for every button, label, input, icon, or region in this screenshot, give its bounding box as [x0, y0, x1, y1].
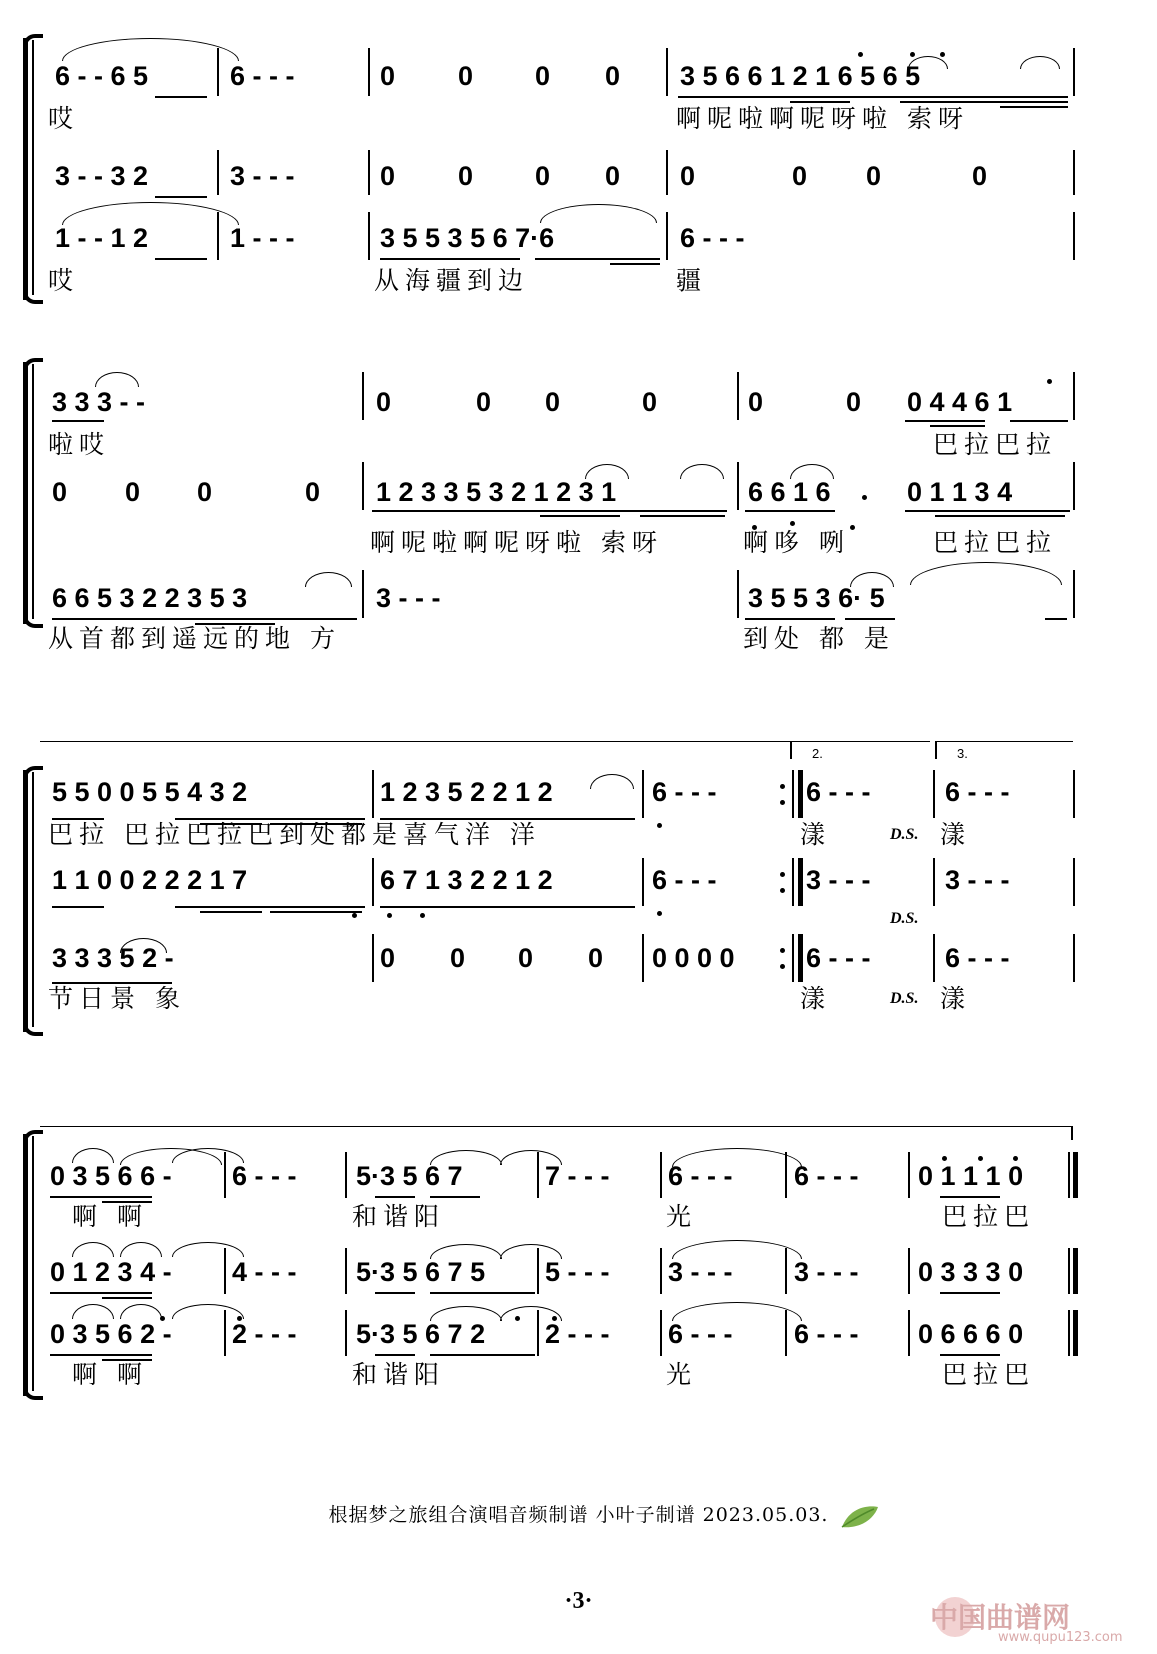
- system-bracket: [23, 38, 28, 300]
- note-group: 0: [305, 477, 321, 507]
- note-group: 6 6 1 6: [748, 477, 831, 507]
- lyric: 啊哆 咧: [743, 528, 850, 557]
- lyric: 啊呢啦啊呢呀啦 索呀: [676, 104, 969, 133]
- lyric: 巴拉巴拉: [933, 528, 1058, 557]
- note-group: 0 3 3 3 0: [918, 1257, 1024, 1287]
- note-group: 1 - - 1 2: [55, 223, 149, 253]
- note-group: 0: [458, 61, 474, 91]
- ds-mark: D.S.: [890, 826, 919, 843]
- lyric: 漾: [940, 820, 972, 849]
- note-group: 0: [545, 387, 561, 417]
- note-group: 6 - - -: [945, 777, 1010, 807]
- note-group: 0: [535, 61, 551, 91]
- lyric: 节日景 象: [48, 984, 186, 1013]
- note-group: 5·3 5 6 7 2: [356, 1319, 486, 1349]
- lyric: 漾: [800, 984, 832, 1013]
- note-group: 3 3 3 5 2 -: [52, 943, 174, 973]
- lyric: 到处 都 是: [743, 624, 895, 653]
- note-group: 3 5 6 6 1 2 1 6 5 6 5: [680, 61, 921, 91]
- lyric: 巴拉 巴拉巴拉巴到处都是喜气洋 洋: [48, 820, 541, 849]
- leaf-icon: [840, 1503, 880, 1531]
- watermark-name: 中国曲谱网: [930, 1601, 1071, 1634]
- lyric: 巴拉巴: [942, 1202, 1036, 1231]
- note-group: 0: [535, 161, 551, 191]
- note-group: 3 - - -: [230, 161, 295, 191]
- note-group: 2 - - -: [232, 1319, 297, 1349]
- note-group: 4 - - -: [232, 1257, 297, 1287]
- note-group: 0: [846, 387, 862, 417]
- note-group: 5·3 5 6 7 5: [356, 1257, 486, 1287]
- note-group: 0: [605, 61, 621, 91]
- note-group: 6 - - -: [232, 1161, 297, 1191]
- ds-mark: D.S.: [890, 990, 919, 1007]
- note-group: 6 - - -: [668, 1161, 733, 1191]
- note-group: 0: [450, 943, 466, 973]
- lyric: 漾: [940, 984, 972, 1013]
- note-group: 6 - - -: [806, 777, 871, 807]
- note-group: 3 5 5 3 6· 5: [748, 583, 885, 613]
- note-group: 0: [518, 943, 534, 973]
- note-group: 0: [642, 387, 658, 417]
- note-group: 7 - - -: [545, 1161, 610, 1191]
- credit-footer: 根据梦之旅组合演唱音频制谱 小叶子制谱 2023.05.03.: [328, 1504, 829, 1526]
- note-group: 6 - - -: [794, 1319, 859, 1349]
- note-group: 1 2 3 5 2 2 1 2: [380, 777, 553, 807]
- lyric: 啊 啊: [72, 1202, 148, 1231]
- lyric: 和谐阳: [352, 1360, 446, 1389]
- note-group: 0 4 4 6 1: [907, 387, 1013, 417]
- note-group: 6 - - -: [652, 777, 717, 807]
- note-group: 6 - - -: [806, 943, 871, 973]
- note-group: 1 2 3 3 5 3 2 1 2 3 1: [376, 477, 617, 507]
- note-group: 0: [376, 387, 392, 417]
- lyric: 光: [666, 1202, 698, 1231]
- note-group: 0: [605, 161, 621, 191]
- note-group: 6 - - -: [668, 1319, 733, 1349]
- note-group: 0: [680, 161, 696, 191]
- note-group: 3 - - -: [668, 1257, 733, 1287]
- volta-2: 2.: [812, 746, 823, 761]
- note-group: 0: [458, 161, 474, 191]
- note-group: 0: [588, 943, 604, 973]
- page-number: ·3·: [564, 1588, 593, 1614]
- note-group: 6 - - -: [652, 865, 717, 895]
- note-group: 0: [125, 477, 141, 507]
- note-group: 3 - - -: [945, 865, 1010, 895]
- note-group: 0: [476, 387, 492, 417]
- note-group: 6 - - -: [794, 1161, 859, 1191]
- note-group: 0: [380, 943, 396, 973]
- lyric: 漾: [800, 820, 832, 849]
- note-group: 6 - - -: [945, 943, 1010, 973]
- lyric: 光: [666, 1360, 698, 1389]
- note-group: 6 7 1 3 2 2 1 2: [380, 865, 553, 895]
- note-group: 0: [197, 477, 213, 507]
- note-group: 0 3 5 6 2 -: [50, 1319, 172, 1349]
- note-group: 5·3 5 6 7: [356, 1161, 463, 1191]
- watermark-url: www.qupu123.com: [998, 1630, 1123, 1645]
- note-group: 6 6 5 3 2 2 3 5 3: [52, 583, 248, 613]
- note-group: 6 - - 6 5: [55, 61, 149, 91]
- note-group: 5 5 0 0 5 5 4 3 2: [52, 777, 248, 807]
- note-group: 1 1 0 0 2 2 2 1 7: [52, 865, 248, 895]
- lyric: 啊呢啦啊呢呀啦 索呀: [370, 528, 663, 557]
- note-group: 3 - - -: [376, 583, 441, 613]
- lyric: 从首都到遥远的地 方: [48, 624, 341, 653]
- lyric: 哎: [48, 266, 80, 295]
- note-group: 3 3 3 - -: [52, 387, 146, 417]
- note-group: 0: [792, 161, 808, 191]
- lyric: 巴拉巴: [942, 1360, 1036, 1389]
- note-group: 0 1 2 3 4 -: [50, 1257, 172, 1287]
- note-group: 0 1 1 3 4: [907, 477, 1013, 507]
- lyric: 从海疆到边: [374, 266, 530, 295]
- lyric: 疆: [676, 266, 708, 295]
- note-group: 6 - - -: [230, 61, 295, 91]
- note-group: 0: [380, 61, 396, 91]
- note-group: 0: [748, 387, 764, 417]
- note-group: 6 - - -: [680, 223, 745, 253]
- note-group: 0 0 0 0: [652, 943, 735, 973]
- note-group: 0: [866, 161, 882, 191]
- note-group: 0 3 5 6 6 -: [50, 1161, 172, 1191]
- ds-mark: D.S.: [890, 910, 919, 927]
- note-group: 2 - - -: [545, 1319, 610, 1349]
- lyric: 和谐阳: [352, 1202, 446, 1231]
- lyric: 啦哎: [48, 430, 111, 459]
- volta-3: 3.: [957, 746, 968, 761]
- note-group: 0: [380, 161, 396, 191]
- note-group: 3 - - -: [794, 1257, 859, 1287]
- note-group: 0: [52, 477, 68, 507]
- note-group: 0 1 1 1 0: [918, 1161, 1024, 1191]
- lyric: 哎: [48, 104, 80, 133]
- note-group: 5 - - -: [545, 1257, 610, 1287]
- lyric: 巴拉巴拉: [933, 430, 1058, 459]
- note-group: 0: [972, 161, 988, 191]
- note-group: 3 - - -: [806, 865, 871, 895]
- note-group: 0 6 6 6 0: [918, 1319, 1024, 1349]
- note-group: 3 - - 3 2: [55, 161, 149, 191]
- lyric: 啊 啊: [72, 1360, 148, 1389]
- note-group: 1 - - -: [230, 223, 295, 253]
- note-group: 3 5 5 3 5 6 7·6: [380, 223, 555, 253]
